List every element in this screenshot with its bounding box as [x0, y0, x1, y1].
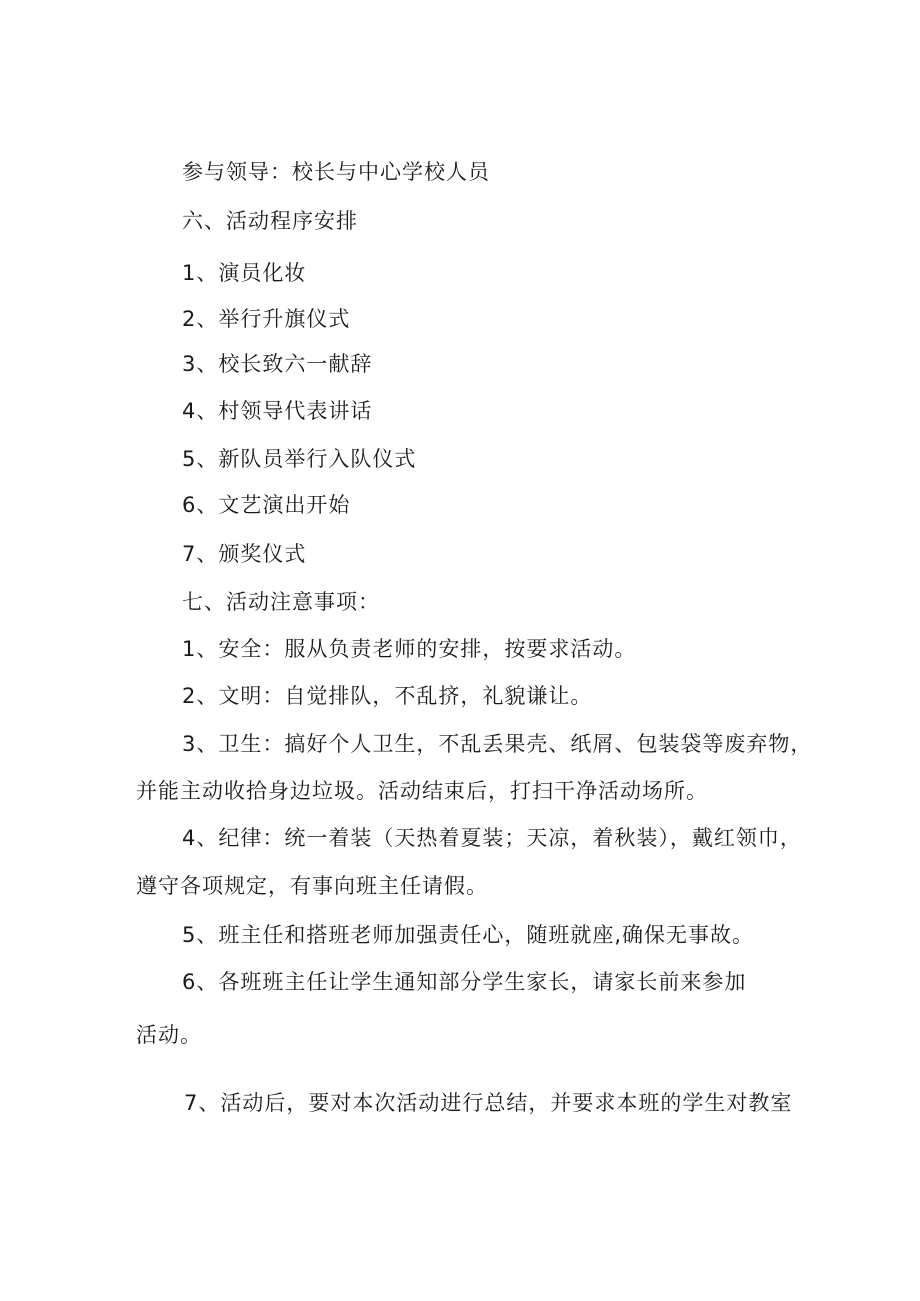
- notice-item-1: 1、安全：服从负责老师的安排，按要求活动。: [182, 637, 637, 661]
- notice-item-3-line-2: 并能主动收拾身边垃圾。活动结束后，打扫干净活动场所。: [136, 779, 708, 803]
- program-item-5: 5、新队员举行入队仪式: [182, 447, 417, 471]
- notice-item-4-line-2: 遵守各项规定，有事向班主任请假。: [136, 874, 488, 898]
- notice-item-4-line-1: 4、纪律：统一着装（天热着夏装；天凉，着秋装），戴红领巾，: [182, 826, 802, 850]
- notice-item-6-line-1: 6、各班班主任让学生通知部分学生家长，请家长前来参加: [182, 970, 747, 994]
- program-item-1: 1、演员化妆: [182, 261, 307, 285]
- program-item-7: 7、颁奖仪式: [182, 542, 307, 566]
- program-item-4: 4、村领导代表讲话: [182, 399, 373, 423]
- notice-item-5: 5、班主任和搭班老师加强责任心，随班就座,确保无事故。: [182, 923, 755, 947]
- program-item-3: 3、校长致六一献辞: [182, 352, 373, 376]
- program-item-2: 2、举行升旗仪式: [182, 307, 351, 331]
- notice-item-6-line-2: 活动。: [136, 1023, 202, 1047]
- leader-participants-line: 参与领导：校长与中心学校人员: [182, 160, 490, 184]
- program-item-6: 6、文艺演出开始: [182, 493, 351, 517]
- notice-item-3-line-1: 3、卫生：搞好个人卫生，不乱丢果壳、纸屑、包装袋等废弃物，: [182, 732, 813, 756]
- section-six-heading: 六、活动程序安排: [182, 209, 358, 233]
- notice-item-2: 2、文明：自觉排队，不乱挤，礼貌谦让。: [182, 684, 593, 708]
- notice-item-7: 7、活动后，要对本次活动进行总结，并要求本班的学生对教室: [184, 1091, 793, 1115]
- section-seven-heading: 七、活动注意事项：: [182, 590, 380, 614]
